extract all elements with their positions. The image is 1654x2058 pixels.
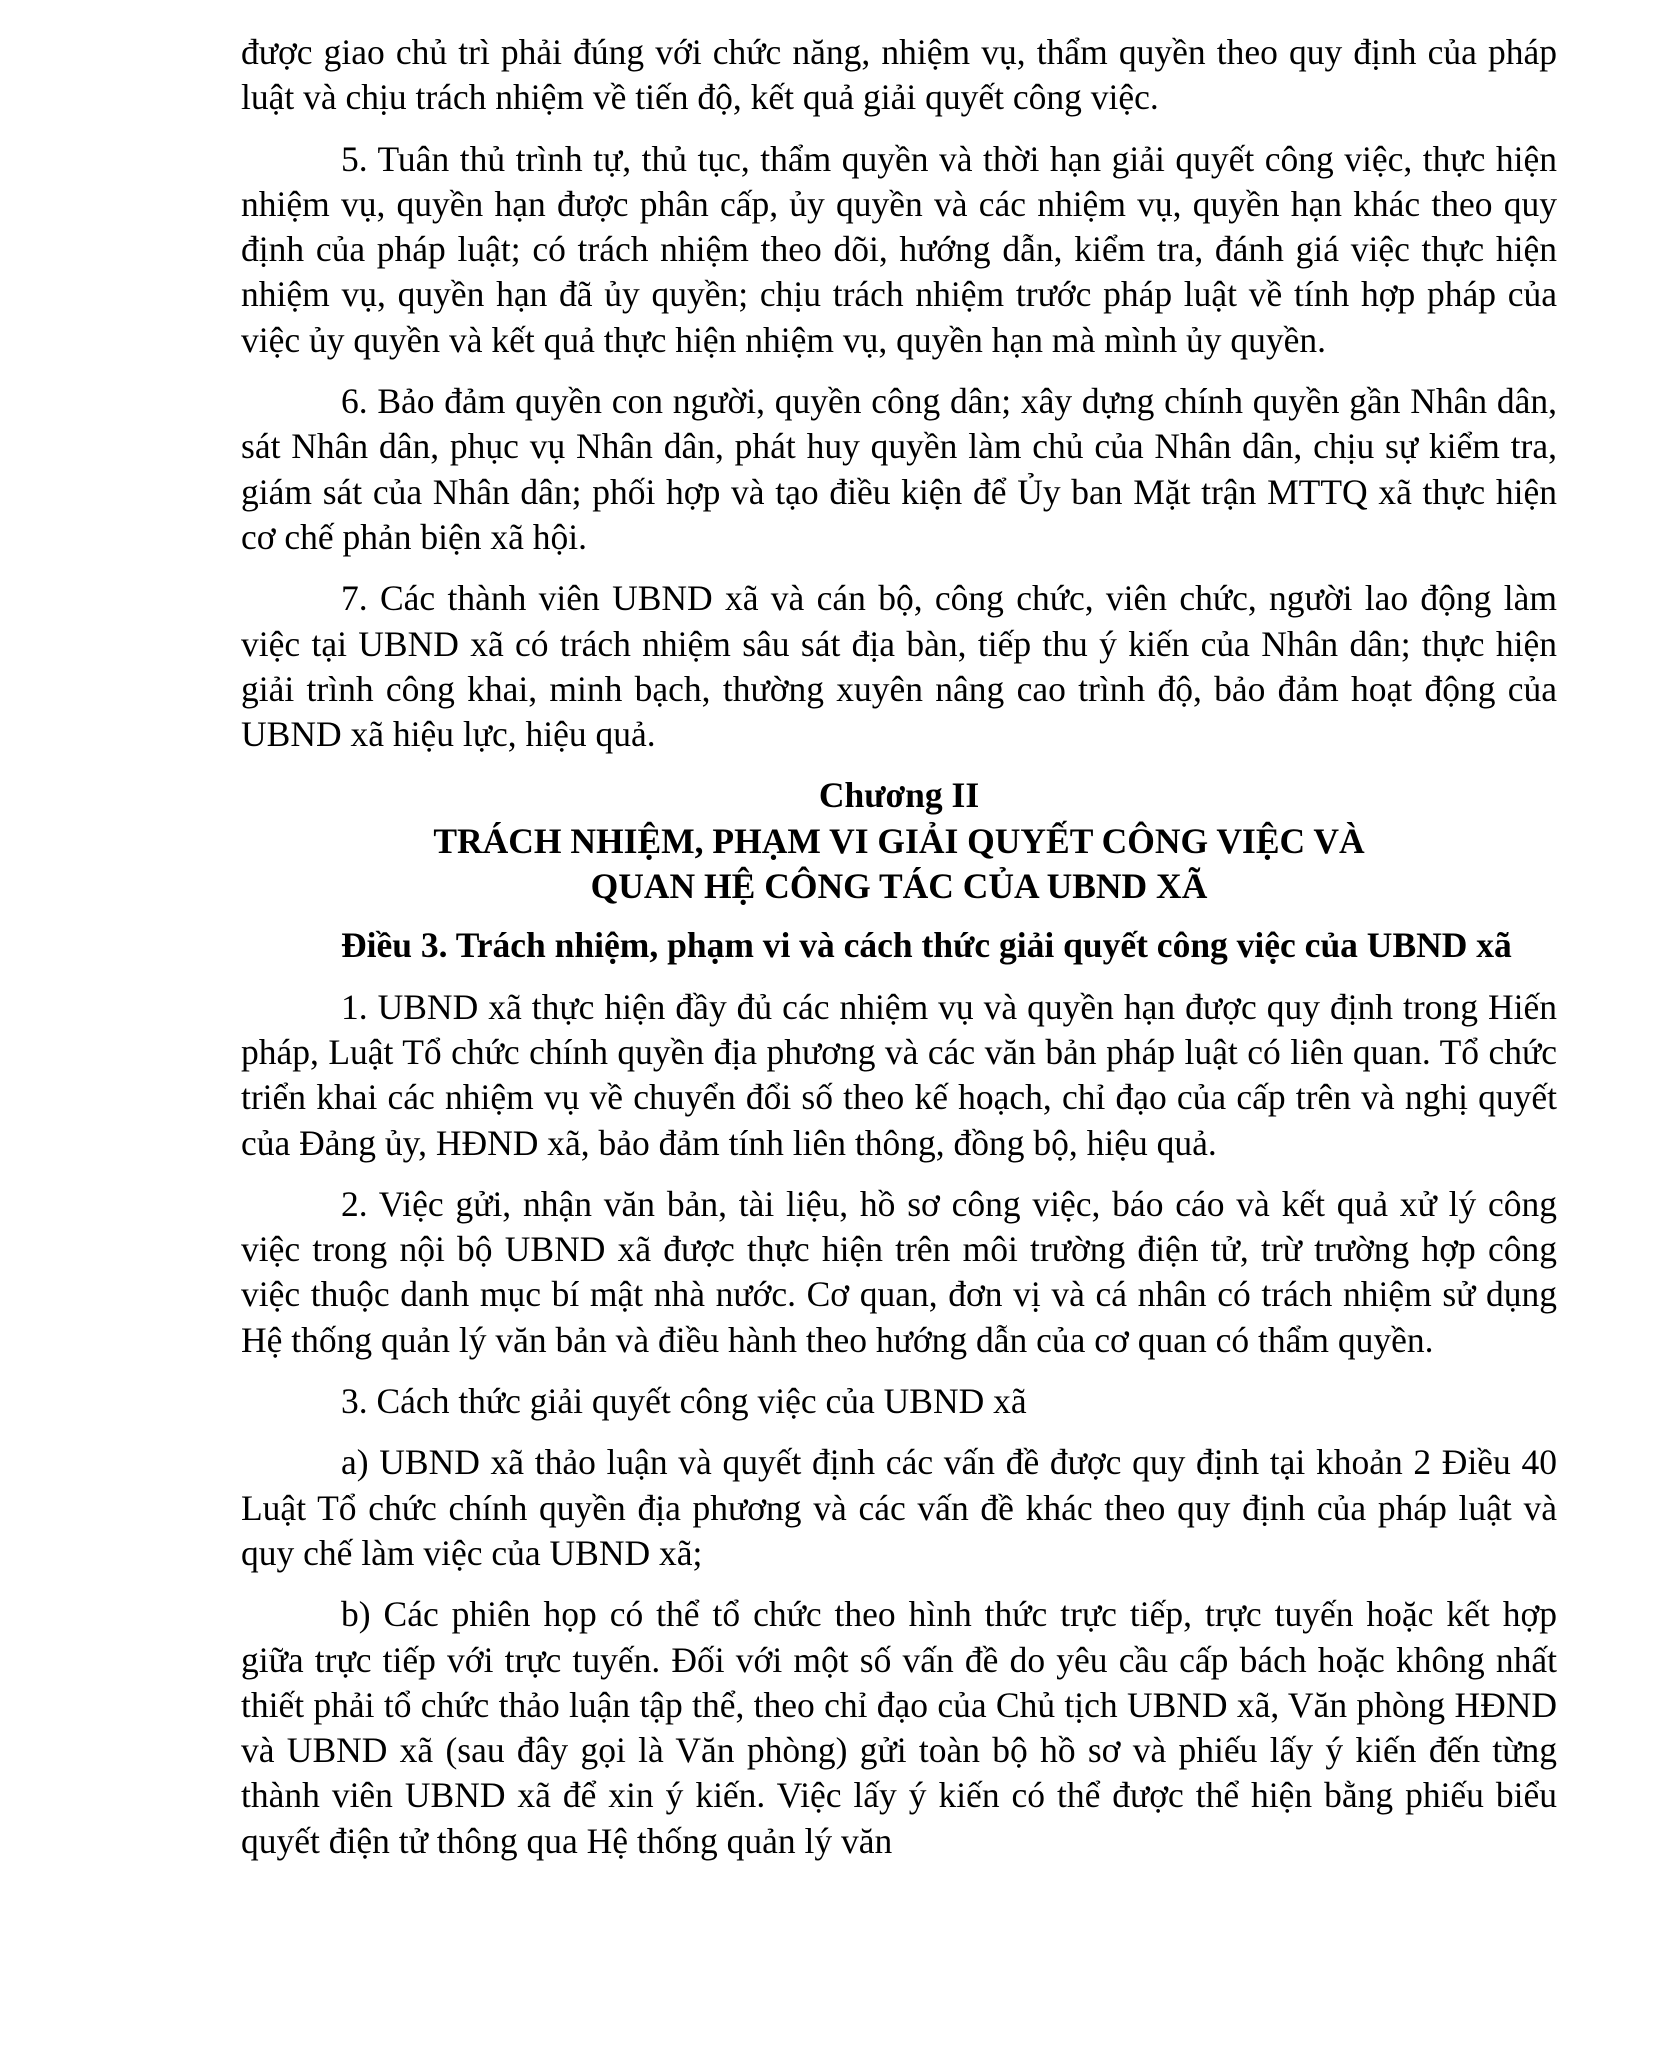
article-3-clause-3b: b) Các phiên họp có thể tổ chức theo hình thức trực tiếp, trực tuyến hoặc kết hợp giữa trực tiếp với trực tuyến. Đối với một số vấn đề do yêu cầu cấp bách hoặc không nhất thiết phải tổ chức thảo luận tập thể, theo chỉ đạo của Chủ tịch UBND xã, Văn phòng HĐND và UBND xã (sau đây gọi là Văn phòng) gửi toàn bộ hồ sơ và phiếu lấy ý kiến đến từng thành viên UBND xã để xin ý kiến. Việc lấy ý kiến có thể được thể hiện bằng phiếu biểu quyết điện tử thông qua Hệ thống quản lý văn [241, 1594, 1557, 1861]
article-3-clause-3a: a) UBND xã thảo luận và quyết định các vấn đề được quy định tại khoản 2 Điều 40 Luật Tổ chức chính quyền địa phương và các vấn đề khác theo quy định của pháp luật và quy chế làm việc của UBND xã; [241, 1442, 1557, 1573]
article-3-clause-2: 2. Việc gửi, nhận văn bản, tài liệu, hồ sơ công việc, báo cáo và kết quả xử lý công việc trong nội bộ UBND xã được thực hiện trên môi trường điện tử, trừ trường hợp công việc thuộc danh mục bí mật nhà nước. Cơ quan, đơn vị và cá nhân có trách nhiệm sử dụng Hệ thống quản lý văn bản và điều hành theo hướng dẫn của cơ quan có thẩm quyền. [241, 1183, 1557, 1360]
paragraph-item-6: 6. Bảo đảm quyền con người, quyền công dân; xây dựng chính quyền gần Nhân dân, sát Nhân dân, phục vụ Nhân dân, phát huy quyền làm chủ của Nhân dân, chịu sự kiểm tra, giám sát của Nhân dân; phối hợp và tạo điều kiện để Ủy ban Mặt trận MTTQ xã thực hiện cơ chế phản biện xã hội. [241, 381, 1557, 557]
chapter-title-line-1: TRÁCH NHIỆM, PHẠM VI GIẢI QUYẾT CÔNG VIỆC VÀ [433, 820, 1365, 861]
document-page [241, 30, 1557, 1864]
chapter-label: Chương II [818, 775, 980, 816]
paragraph-item-5: 5. Tuân thủ trình tự, thủ tục, thẩm quyền và thời hạn giải quyết công việc, thực hiện nhiệm vụ, quyền hạn được phân cấp, ủy quyền và các nhiệm vụ, quyền hạn khác theo quy định của pháp luật; có trách nhiệm theo dõi, hướng dẫn, kiểm tra, đánh giá việc thực hiện nhiệm vụ, quyền hạn đã ủy quyền; chịu trách nhiệm trước pháp luật về tính hợp pháp của việc ủy quyền và kết quả thực hiện nhiệm vụ, quyền hạn mà mình ủy quyền. [241, 138, 1557, 360]
article-3-clause-3: 3. Cách thức giải quyết công việc của UBND xã [341, 1381, 1027, 1422]
paragraph-item-7: 7. Các thành viên UBND xã và cán bộ, công chức, viên chức, người lao động làm việc tại UBND xã có trách nhiệm sâu sát địa bàn, tiếp thu ý kiến của Nhân dân; thực hiện giải trình công khai, minh bạch, thường xuyên nâng cao trình độ, bảo đảm hoạt động của UBND xã hiệu lực, hiệu quả. [241, 578, 1557, 755]
chapter-title-line-2: QUAN HỆ CÔNG TÁC CỦA UBND XÃ [590, 866, 1208, 907]
article-3-heading: Điều 3. Trách nhiệm, phạm vi và cách thức giải quyết công việc của UBND xã [341, 925, 1512, 966]
paragraph-continuation: được giao chủ trì phải đúng với chức năng, nhiệm vụ, thẩm quyền theo quy định của pháp luật và chịu trách nhiệm về tiến độ, kết quả giải quyết công việc. [241, 32, 1557, 118]
article-3-clause-1: 1. UBND xã thực hiện đầy đủ các nhiệm vụ và quyền hạn được quy định trong Hiến pháp, Luật Tổ chức chính quyền địa phương và các văn bản pháp luật có liên quan. Tổ chức triển khai các nhiệm vụ về chuyển đổi số theo kế hoạch, chỉ đạo của cấp trên và nghị quyết của Đảng ủy, HĐND xã, bảo đảm tính liên thông, đồng bộ, hiệu quả. [241, 986, 1557, 1163]
